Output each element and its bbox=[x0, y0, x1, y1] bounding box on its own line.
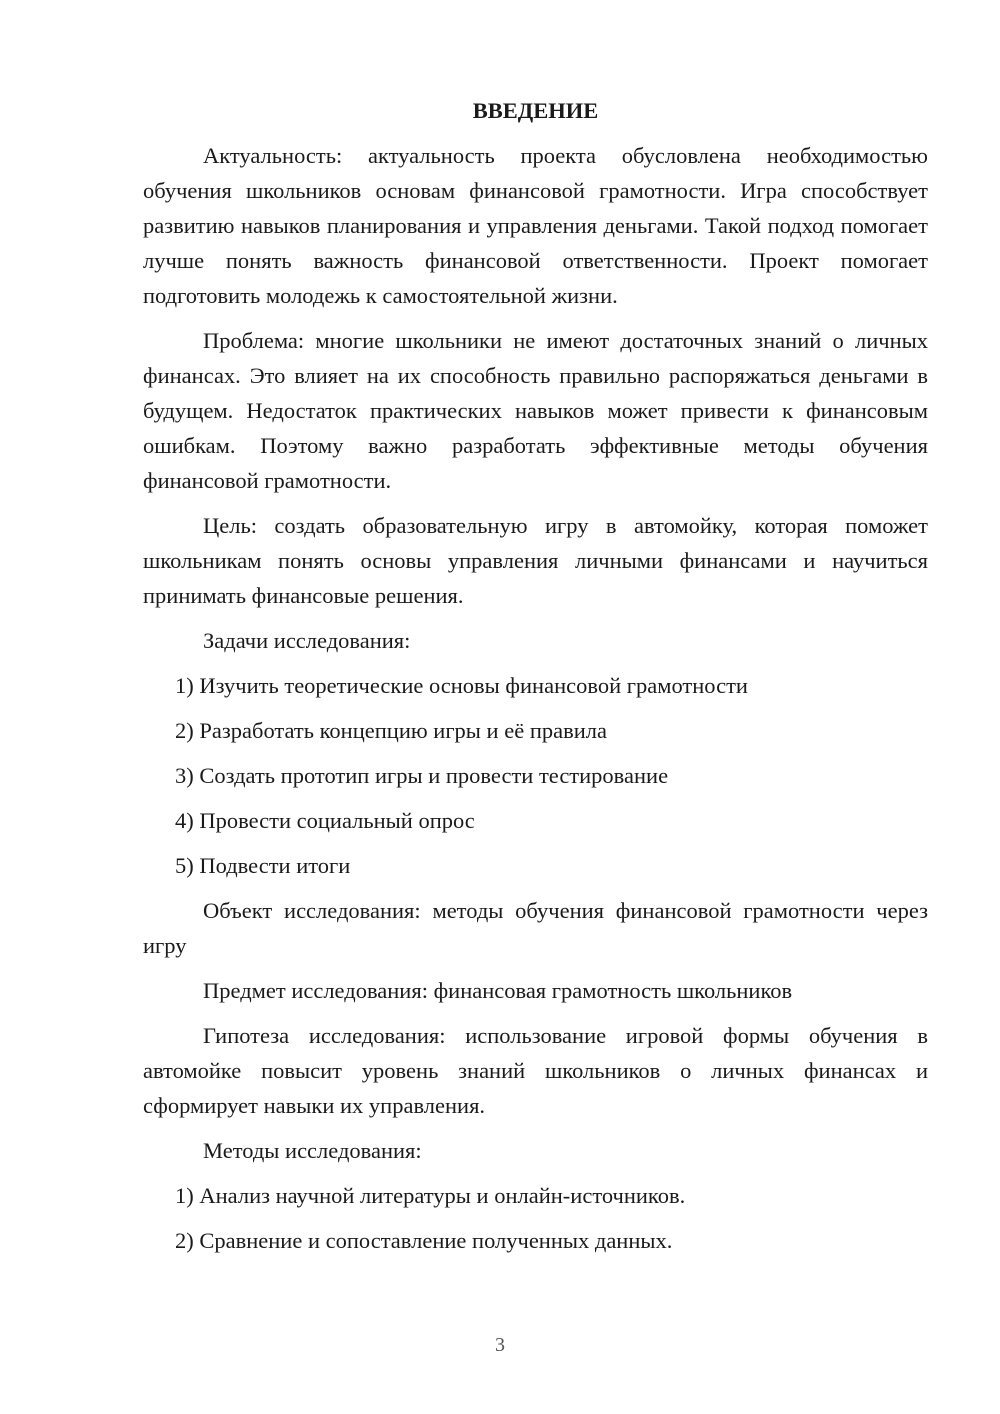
task-item: 5) Подвести итоги bbox=[175, 853, 351, 878]
methods-label: Методы исследования: bbox=[203, 1138, 422, 1163]
goal-paragraph: Цель: создать образовательную игру в автомойку, которая поможет школьникам понять основы управления личными финансами и научиться принимать финансовые решения. bbox=[143, 513, 928, 608]
task-item: 4) Провести социальный опрос bbox=[175, 808, 475, 833]
object-paragraph: Объект исследования: методы обучения финансовой грамотности через игру bbox=[143, 898, 928, 958]
tasks-label: Задачи исследования: bbox=[203, 628, 411, 653]
subject-paragraph: Предмет исследования: финансовая грамотность школьников bbox=[203, 978, 793, 1003]
problem-paragraph: Проблема: многие школьники не имеют достаточных знаний о личных финансах. Это влияет на их способность правильно распоряжаться деньгами в будущем. Недостаток практических навыков может привести к финансовым ошибкам. Поэтому важно разработать эффективные методы обучения финансовой грамотности. bbox=[143, 328, 928, 493]
task-item: 2) Разработать концепцию игры и её правила bbox=[175, 718, 607, 743]
relevance-paragraph: Актуальность: актуальность проекта обусловлена необходимостью обучения школьников основам финансовой грамотности. Игра способствует развитию навыков планирования и управления деньгами. Такой подход помогает лучше понять важность финансовой ответственности. Проект помогает подготовить молодежь к самостоятельной жизни. bbox=[143, 143, 928, 308]
method-item: 1) Анализ научной литературы и онлайн-источников. bbox=[175, 1183, 686, 1208]
document-page bbox=[143, 96, 928, 1268]
page-number: 3 bbox=[495, 1334, 505, 1356]
section-title: ВВЕДЕНИЕ bbox=[472, 98, 599, 123]
hypothesis-paragraph: Гипотеза исследования: использование игровой формы обучения в автомойке повысит уровень знаний школьников о личных финансах и сформирует навыки их управления. bbox=[143, 1023, 928, 1118]
task-item: 1) Изучить теоретические основы финансовой грамотности bbox=[175, 673, 748, 698]
task-item: 3) Создать прототип игры и провести тестирование bbox=[175, 763, 669, 788]
method-item: 2) Сравнение и сопоставление полученных данных. bbox=[175, 1228, 673, 1253]
